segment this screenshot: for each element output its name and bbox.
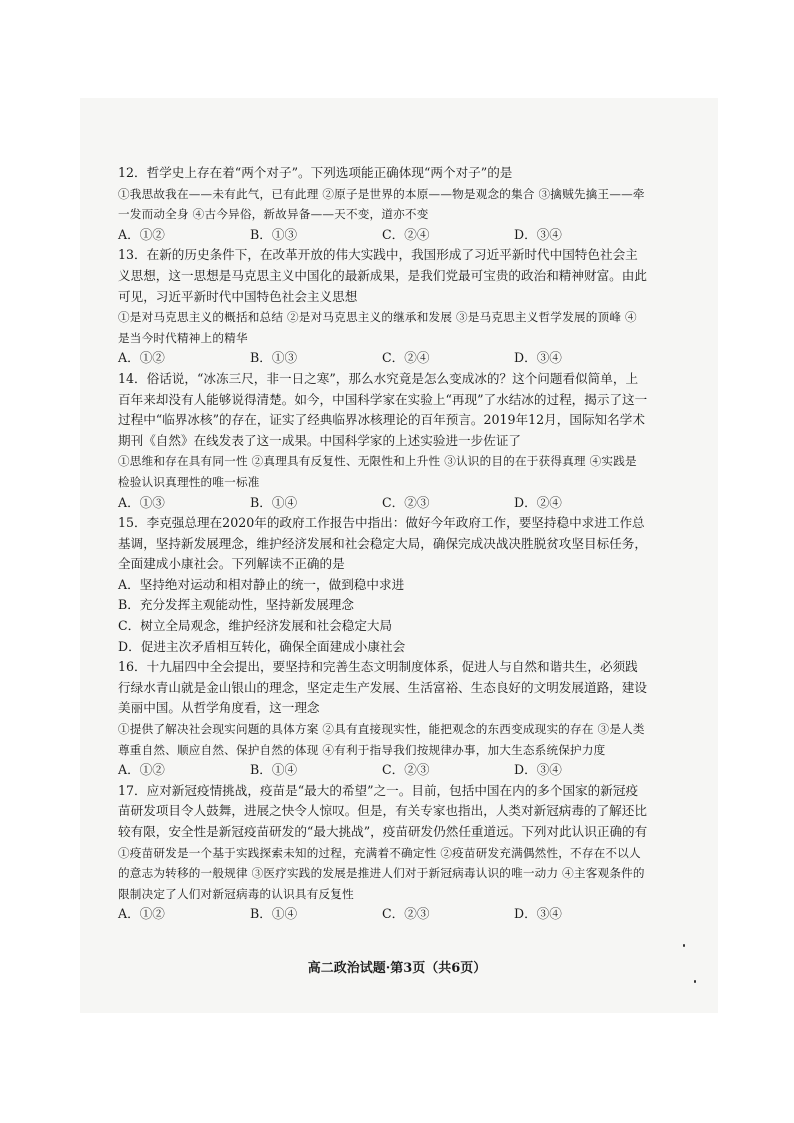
question-17 (118, 781, 648, 925)
choice-b-line: B．充分发挥主观能动性，坚持新发展理念 (118, 597, 354, 613)
question-stem: 13．在新的历史条件下，在改革开放的伟大实践中，我国形成了习近平新时代中国特色社会主义思想，这一思想是马克思主义中国化的最新成果，是我们党最可宝贵的政治和精神财富。由此可见，习近平新时代中国特色社会主义思想 (118, 247, 647, 304)
question-13 (118, 245, 648, 369)
choice-d: D．②④ (514, 494, 562, 510)
answer-choices (118, 904, 648, 925)
choice-c: C．②④ (382, 350, 430, 366)
answer-choices (118, 493, 648, 514)
choice-d: D．③④ (514, 762, 562, 778)
question-statements: ①思维和存在具有同一性 ②真理具有反复性、无限性和上升性 ③认识的目的在于获得真理 ④实践是检验认识真理性的唯一标准 (118, 454, 637, 489)
question-stem: 15．李克强总理在2020年的政府工作报告中指出：做好今年政府工作，要坚持稳中求进工作总基调，坚持新发展理念，维护经济发展和社会稳定大局，确保完成决战决胜脱贫攻坚目标任务，全面建成小康社会。下列解读不正确的是 (118, 515, 647, 572)
choice-a: A．①③ (118, 494, 165, 510)
choice-a: A．①② (118, 226, 165, 242)
choice-b: B．①④ (250, 494, 298, 510)
choice-c: C．②③ (382, 906, 430, 922)
choice-b: B．①④ (250, 906, 298, 922)
choice-b: B．①③ (250, 350, 298, 366)
choice-c: C．②③ (382, 494, 430, 510)
question-stem: 17．应对新冠疫情挑战，疫苗是“最大的希望”之一。目前，包括中国在内的多个国家的新冠疫苗研发项目令人鼓舞，进展之快令人惊叹。但是，有关专家也指出，人类对新冠病毒的了解还比较有限，安全性是新冠疫苗研发的“最大挑战”，疫苗研发仍然任重道远。下列对此认识正确的有 (118, 782, 648, 839)
question-12 (118, 163, 648, 245)
question-statements: ①疫苗研发是一个基于实践探索未知的过程，充满着不确定性 ②疫苗研发充满偶然性，不存在不以人的意志为转移的一般规律 ③医疗实践的发展是推进人们对于新冠病毒认识的唯一动力 ④主客观条件的限制决定了人们对新冠病毒的认识具有反复性 (118, 845, 645, 901)
question-15 (118, 513, 648, 657)
question-stem: 16．十九届四中全会提出，要坚持和完善生态文明制度体系，促进人与自然和谐共生，必须践行绿水青山就是金山银山的理念，坚定走生产发展、生活富裕、生态良好的文明发展道路，建设美丽中国。从哲学角度看，这一理念 (118, 659, 647, 716)
choice-a: A．①② (118, 350, 165, 366)
choice-d: D．③④ (514, 226, 562, 242)
choice-a: A．①② (118, 762, 165, 778)
choice-a: A．①② (118, 906, 165, 922)
question-statements: ①我思故我在——未有此气，已有此理 ②原子是世界的本原——物是观念的集合 ③擒贼先擒王——牵一发而动全身 ④古今异俗，新故异备——天不变，道亦不变 (118, 186, 645, 222)
answer-choices (118, 348, 648, 369)
question-14 (118, 369, 648, 513)
page-footer: 高二政治试题·第3页（共6页） (307, 961, 487, 976)
question-statements: ①是对马克思主义的概括和总结 ②是对马克思主义的继承和发展 ③是马克思主义哲学发展的顶峰 ④是当今时代精神上的精华 (118, 310, 637, 345)
choice-d-line: D．促进主次矛盾相互转化，确保全面建成小康社会 (118, 638, 406, 654)
choice-c-line: C．树立全局观念，维护经济发展和社会稳定大局 (118, 618, 393, 634)
choice-c: C．②③ (382, 762, 430, 778)
scan-speck (694, 980, 696, 983)
question-stem: 12．哲学史上存在着“两个对子”。下列选项能正确体现“两个对子”的是 (118, 165, 513, 180)
choice-d: D．③④ (514, 350, 562, 366)
choice-a-line: A．坚持绝对运动和相对静止的统一，做到稳中求进 (118, 576, 405, 592)
question-16 (118, 657, 648, 781)
question-list (118, 163, 648, 925)
choice-b: B．①④ (250, 762, 298, 778)
question-statements: ①提供了解决社会现实问题的具体方案 ②具有直接现实性，能把观念的东西变成现实的存在 ③是人类尊重自然、顺应自然、保护自然的体现 ④有利于指导我们按规律办事，加大生态系统保护力度 (118, 722, 645, 757)
choice-b: B．①③ (250, 226, 298, 242)
choice-c: C．②④ (382, 226, 430, 242)
answer-choices (118, 760, 648, 781)
answer-choices (118, 225, 648, 246)
choice-d: D．③④ (514, 906, 562, 922)
question-stem: 14．俗话说，“冰冻三尺，非一日之寒”，那么水究竟是怎么变成冰的？这个问题看似简单，上百年来却没有人能够说得清楚。如今，中国科学家在实验上“再现”了水结冰的过程，揭示了这一过程中“临界冰核”的存在，证实了经典临界冰核理论的百年预言。2019年12月，国际知名学术期刊《自然》在线发表了这一成果。中国科学家的上述实验进一步佐证了 (118, 370, 648, 448)
scan-speck (683, 944, 685, 947)
